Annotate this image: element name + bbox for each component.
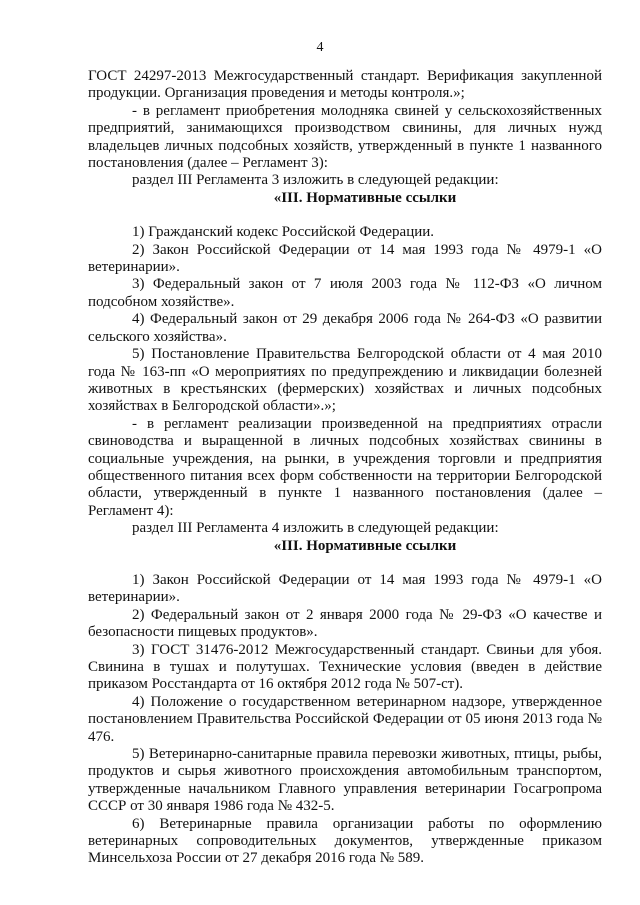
list-item-reg3-3: 3) Федеральный закон от 7 июля 2003 года № 112-ФЗ «О личном подсобном хозяйстве». bbox=[88, 276, 602, 310]
list-item-reg4-3: 3) ГОСТ 31476-2012 Межгосударственный стандарт. Свиньи для убоя. Свинина в тушах и полутушах. Технические условия (введен в действие приказом Росстандарта от 16 октября 2012 года № 507-ст). bbox=[88, 641, 602, 693]
page-number: 4 bbox=[316, 40, 324, 55]
list-item-reg3-4: 4) Федеральный закон от 29 декабря 2006 года № 264-ФЗ «О развитии сельского хозяйства». bbox=[88, 311, 602, 345]
list-item-reg3-1: 1) Гражданский кодекс Российской Федерации. bbox=[132, 224, 435, 241]
section-title-normative-references-4: «III. Нормативные ссылки bbox=[273, 537, 457, 554]
list-item-reg4-6: 6) Ветеринарные правила организации работы по оформлению ветеринарных сопроводительных документов, утвержденные приказом Минсельхоза России от 27 декабря 2016 года № 589. bbox=[88, 815, 602, 867]
list-item-reg4-4: 4) Положение о государственном ветеринарном надзоре, утвержденное постановлением Правительства Российской Федерации от 05 июня 2013 года № 476. bbox=[88, 693, 602, 745]
paragraph-gost-continuation: ГОСТ 24297-2013 Межгосударственный стандарт. Верификация закупленной продукции. Организация проведения и методы контроля.»; bbox=[88, 68, 602, 102]
paragraph-regulation-4-intro: - в регламент реализации произведенной на предприятиях отрасли свиноводства и выращенной в личных подсобных хозяйствах свинины в социальные учреждения, на рынки, в учреждения торговли и предприятия общественного питания всех форм собственности на территории Белгородской области, утвержденный в пункте 1 названного постановления (далее – Регламент 4): bbox=[88, 415, 602, 519]
list-item-reg4-5: 5) Ветеринарно-санитарные правила перевозки животных, птицы, рыбы, продуктов и сырья животного происхождения автомобильным транспортом, утвержденные начальником Главного управления ветеринарии Госагропрома СССР от 30 января 1986 года № 432-5. bbox=[88, 746, 602, 815]
paragraph-section-3-edit-instruction: раздел III Регламента 3 изложить в следующей редакции: bbox=[132, 172, 499, 189]
paragraph-section-4-edit-instruction: раздел III Регламента 4 изложить в следующей редакции: bbox=[132, 520, 499, 537]
document-body bbox=[88, 68, 602, 868]
list-item-reg3-5: 5) Постановление Правительства Белгородской области от 4 мая 2010 года № 163-пп «О мероприятиях по предупреждению и ликвидации болезней животных в крестьянских (фермерских) хозяйствах и личных подсобных хозяйствах в Белгородской области».»; bbox=[88, 346, 602, 415]
list-item-reg4-1: 1) Закон Российской Федерации от 14 мая 1993 года № 4979-1 «О ветеринарии». bbox=[88, 571, 602, 606]
paragraph-regulation-3-intro: - в регламент приобретения молодняка свиней у сельскохозяйственных предприятий, занимающихся производством свинины, для личных нужд владельцев личных подсобных хозяйств, утвержденный в пункте 1 названного постановления (далее – Регламент 3): bbox=[88, 102, 602, 172]
list-item-reg4-2: 2) Федеральный закон от 2 января 2000 года № 29-ФЗ «О качестве и безопасности пищевых продуктов». bbox=[88, 606, 602, 641]
section-title-normative-references-3: «III. Нормативные ссылки bbox=[273, 189, 457, 206]
list-item-reg3-2: 2) Закон Российской Федерации от 14 мая 1993 года № 4979-1 «О ветеринарии». bbox=[88, 241, 602, 276]
